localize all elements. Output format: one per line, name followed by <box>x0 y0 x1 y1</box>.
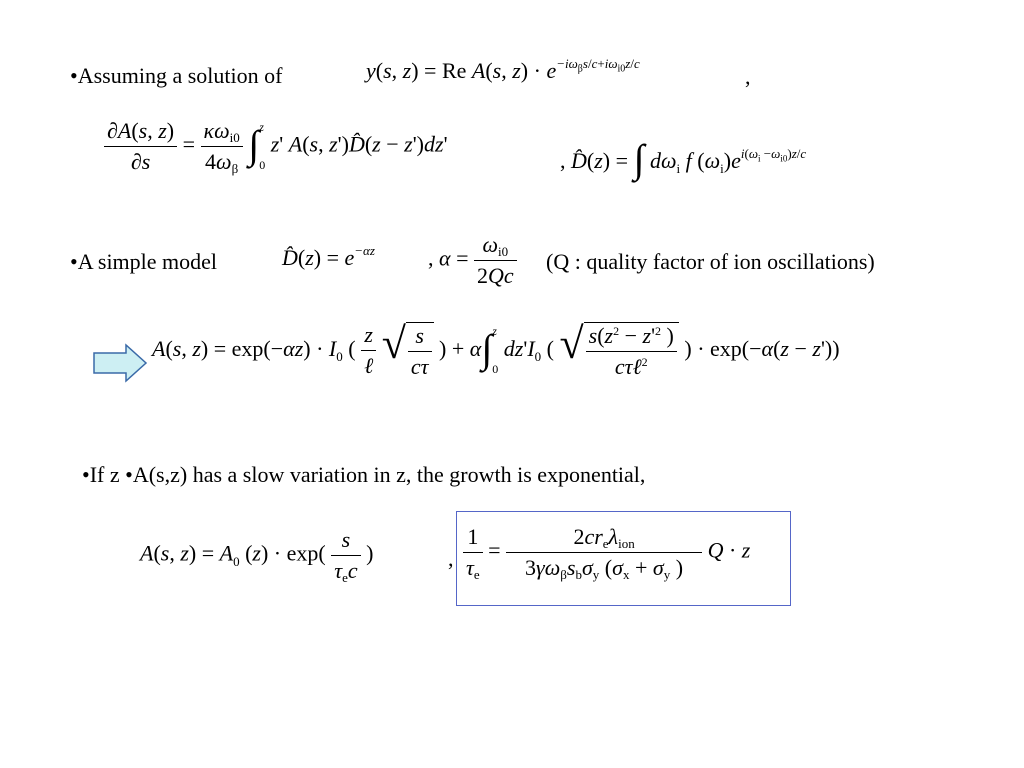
equation-simple-model: D̂(z) = $e^{-\alpha z}$ <box>282 243 375 270</box>
right-arrow-icon <box>92 343 148 383</box>
quality-factor-note: (Q : quality factor of ion oscillations) <box>546 249 875 274</box>
bullet-simple-model: •A simple model <box>70 249 218 274</box>
equation-exponential-growth: A(s, $z) = A_0$ (z) · exp( $\frac{s}{\text{τec}}$ ) <box>140 527 374 585</box>
growth-rate-box <box>456 511 791 606</box>
equation-full-solution: A(s, $z) = \exp(-\alpha z) \cdot I_0$ ( $\frac{z}{\text{ℓ}}$ √ $\frac{s}{c\tau}$ ) + α∫ z 0 $dz'I_0$ ( √ $\frac{s(z^2 - z'^2 )}{c\tau\ell^2}$ ) · exp(−α(z − z')) <box>152 319 840 379</box>
bullet-slow-variation: •If z •A(s,z) has a slow variation in z, the growth is exponential, <box>82 462 646 487</box>
equation-alpha: , α = $\frac{\omega i0}{2Qc}$ <box>428 232 517 289</box>
equation-dA-ds: $\frac{\partial A(s, z)}{\partial s}$ = $\frac{\text{κωi0}}{4\omega\beta}$ ∫ z 0 z' A(s, z')D̂(z − z')dz' <box>104 118 448 175</box>
equation-growth-rate: $\frac{1}{\tau e}$ = $\frac{\text{2creλion}}{\text{3γωβsbσy (σx + σy )}}$ Q · z <box>463 524 750 581</box>
equation-solution-comma: , <box>745 64 751 89</box>
equation-D-hat: , D̂(z) = ∫ $d\omega_i$ f $(\omega_i)e^{i(\omega_i -\omega_{i0})z/c}$ <box>560 136 807 181</box>
growth-comma: , <box>448 546 454 571</box>
equation-solution: y(s, z) = Re A(s, $z) \cdot e^{-i\omega_\beta s/c+i\omega_{i0}z/c}$ <box>366 56 640 83</box>
bullet-assuming: •Assuming a solution of <box>70 63 283 88</box>
